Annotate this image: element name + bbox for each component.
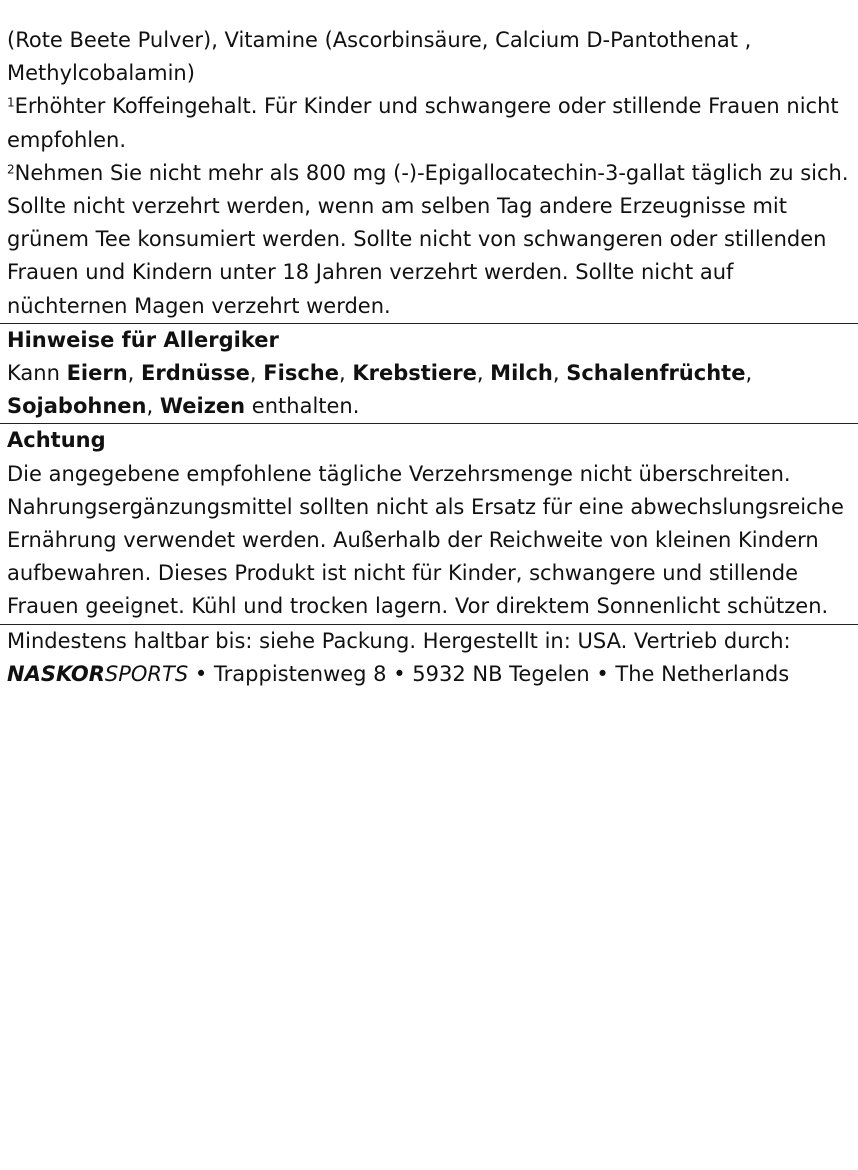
footnote-text: Erhöhter Koffeingehalt. Für Kinder und schwangere oder stillende Frauen nicht empfohlen. [7,94,839,152]
ingredients-tail-text: (Rote Beete Pulver), Vitamine (Ascorbinsäure, Calcium D-Pantothenat , Methylcobalamin) [7,28,752,86]
allergen-item: Erdnüsse [141,361,250,386]
footnote-2 [7,157,858,323]
allergen-separator: , [476,361,491,386]
allergen-item: Milch [490,361,553,386]
allergen-item: Schalenfrüchte [566,361,746,386]
footnote-marker: 2 [7,162,15,177]
allergen-separator: , [745,361,753,386]
distributor-address: • Trappistenweg 8 • 5932 NB Tegelen • The Netherlands [188,661,790,686]
allergen-separator: , [127,361,142,386]
allergen-item: Weizen [159,394,246,419]
warning-heading: Achtung [7,428,106,453]
footer-section [7,625,858,691]
brand-logo-bold: NASKOR [7,661,105,686]
ingredients-tail [7,24,858,90]
allergen-item: Sojabohnen [7,394,147,419]
warning-section [7,424,858,623]
footnote-marker: 1 [7,95,15,110]
allergen-section [7,324,858,424]
allergen-item: Fische [263,361,339,386]
allergen-separator: , [338,361,353,386]
best-before-text: Mindestens haltbar bis: siehe Packung. Hergestellt in: USA. Vertrieb durch: [7,628,791,653]
allergen-item: Eiern [66,361,128,386]
allergen-separator: , [552,361,567,386]
footnote-1 [7,90,858,156]
allergen-outro: enthalten. [245,394,360,419]
warning-text: Die angegebene empfohlene tägliche Verzehrsmenge nicht überschreiten. Nahrungsergänzungsmittel sollten nicht als Ersatz für eine abwechslungsreiche Ernährung verwendet werden. Außerhalb der Reichweite von kleinen Kindern aufbewahren. Dieses Produkt ist nicht für Kinder, schwangere und stillende Frauen geeignet. Kühl und trocken lagern. Vor direktem Sonnenlicht schützen. [7,461,844,619]
footnote-text: Nehmen Sie nicht mehr als 800 mg (-)-Epigallocatechin-3-gallat täglich zu sich. Sollte nicht verzehrt werden, wenn am selben Tag andere Erzeugnisse mit grünem Tee konsumiert werden. Sollte nicht von schwangeren oder stillenden Frauen und Kindern unter 18 Jahren verzehrt werden. Sollte nicht auf nüchternen Magen verzehrt werden. [7,160,849,318]
allergen-separator: , [249,361,264,386]
allergen-heading: Hinweise für Allergiker [7,327,279,352]
label-document [7,24,858,691]
allergen-intro: Kann [7,361,67,386]
brand-logo-light: SPORTS [104,661,189,686]
allergen-item: Krebstiere [352,361,477,386]
allergen-separator: , [146,394,160,419]
allergen-text [7,357,858,423]
